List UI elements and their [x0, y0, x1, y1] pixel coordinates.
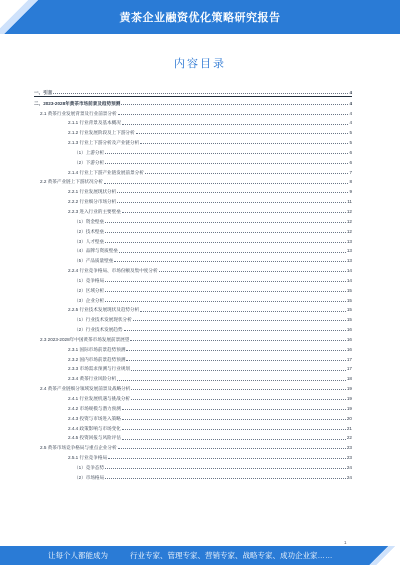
toc-entry[interactable]: [34, 274, 352, 284]
toc-entry[interactable]: [34, 117, 352, 127]
toc-entry-page: 14: [346, 268, 352, 274]
toc-entry[interactable]: [34, 392, 352, 402]
toc-entry-text: 2.3.4 黄茶行业风险分析: [68, 376, 117, 382]
toc-entry-text: （2）下游分析: [74, 159, 105, 165]
toc-entry-page: 6: [349, 159, 352, 165]
toc-heading: 内容目录: [174, 58, 226, 70]
toc-entry-page: 15: [346, 317, 352, 323]
toc-entry-text: （2）行业技术发展趋势: [74, 327, 123, 333]
toc-entry-page: 5: [349, 130, 352, 136]
toc-entry-page: 12: [346, 208, 352, 214]
toc-entry[interactable]: [34, 323, 352, 333]
toc-entry-page: 4: [349, 100, 352, 106]
toc-entry-page: 14: [346, 277, 352, 283]
toc-entry-page: 19: [346, 386, 352, 392]
toc-entry-text: 2.4.4 政策影响与市场变化: [68, 425, 121, 431]
toc-entry-text: （5）产品质量壁垒: [74, 258, 114, 264]
toc-entry-text: 2.2.3 进入行业的主要壁垒: [68, 208, 121, 214]
toc-entry[interactable]: [34, 235, 352, 245]
toc-leader: [117, 192, 348, 193]
toc-entry[interactable]: [34, 146, 352, 156]
toc-entry-page: 6: [349, 149, 352, 155]
toc-entry-text: （2）区域分析: [74, 287, 105, 293]
toc-entry-page: 9: [349, 189, 352, 195]
toc-leader: [118, 448, 346, 449]
toc-entry-page: 23: [346, 445, 352, 451]
report-title: 黄茶企业融资优化策略研究报告: [119, 12, 281, 24]
toc-leader: [105, 232, 346, 233]
toc-entry-text: 2.3.1 国际市场前景趋势预测: [68, 346, 126, 352]
toc-leader: [105, 291, 346, 292]
toc-entry-text: 2.2.2 行业细分市场分析: [68, 199, 117, 205]
toc-entry-page: 4: [349, 110, 352, 116]
toc-entry-page: 22: [346, 435, 352, 441]
toc-entry-text: （3）人才壁垒: [74, 238, 105, 244]
toc-leader: [122, 212, 346, 213]
toc-entry-page: 12: [346, 218, 352, 224]
toc-entry-page: 13: [346, 258, 352, 264]
toc-entry[interactable]: [34, 156, 352, 166]
toc-leader: [126, 360, 345, 361]
toc-entry-page: 13: [346, 248, 352, 254]
toc-entry-page: 15: [346, 297, 352, 303]
toc-leader: [114, 261, 346, 262]
toc-entry-text: 2.5.1 行业竞争格局: [68, 455, 108, 461]
toc-entry[interactable]: [34, 402, 352, 412]
toc-entry[interactable]: [34, 264, 352, 274]
toc-entry-text: 2.2.5 行业技术发展现状及趋势分析: [68, 307, 140, 313]
toc-leader: [145, 173, 349, 174]
toc-entry[interactable]: [34, 382, 352, 392]
toc-entry-text: （2）技术壁垒: [74, 228, 105, 234]
toc-entry[interactable]: [34, 97, 352, 107]
toc-entry[interactable]: [34, 166, 352, 176]
toc-entry[interactable]: [34, 441, 352, 451]
toc-leader: [105, 301, 346, 302]
toc-entry[interactable]: [34, 254, 352, 264]
toc-entry-page: 16: [346, 346, 352, 352]
toc-leader: [117, 202, 346, 203]
toc-entry-page: 18: [346, 376, 352, 382]
toc-entry[interactable]: [34, 451, 352, 461]
toc-leader: [126, 350, 345, 351]
toc-leader: [118, 114, 349, 115]
toc-entry[interactable]: [34, 363, 352, 373]
toc-entry[interactable]: [34, 343, 352, 353]
toc-entry-page: 17: [346, 366, 352, 372]
toc-entry[interactable]: [34, 176, 352, 186]
toc-leader: [105, 163, 348, 164]
toc-entry-text: 2.4.3 投资与市场进入策略: [68, 415, 121, 421]
page-number: 1: [344, 540, 347, 545]
toc-entry-text: 2.1.2 行业发展阶段及上下游分析: [68, 130, 135, 136]
toc-entry-page: 7: [349, 169, 352, 175]
toc-entry[interactable]: [34, 333, 352, 343]
toc-entry-text: （1）上游分析: [74, 149, 105, 155]
toc-entry-text: 2.4.1 行业发展机遇与挑战分析: [68, 396, 131, 401]
footer-decoration: [360, 546, 400, 565]
toc-leader: [119, 252, 346, 253]
toc-entry-page: 5: [349, 140, 352, 146]
toc-entry[interactable]: [34, 225, 352, 235]
toc-entry[interactable]: [34, 304, 352, 314]
footer-bar: [0, 546, 400, 565]
toc-entry-text: （1）资金壁垒: [74, 218, 105, 224]
toc-entry-text: 2.3.2 国内市场前景趋势预测: [68, 356, 126, 362]
toc-leader: [140, 143, 348, 144]
toc-entry-page: 17: [346, 356, 352, 362]
toc-entry-page: 8: [349, 179, 352, 185]
toc-entry-text: （2）市场格局: [74, 474, 105, 480]
toc-entry-text: 2.4 黄茶产业链细分领域发展前景及战略分析: [40, 386, 131, 392]
toc-leader: [122, 419, 346, 420]
toc-leader: [105, 281, 346, 282]
toc-entry-text: 2.3.3 市场需求预测与行业规划: [68, 366, 131, 372]
toc-leader: [131, 370, 346, 371]
toc-entry[interactable]: [34, 353, 352, 363]
toc-leader: [105, 222, 346, 223]
toc-entry[interactable]: [34, 136, 352, 146]
toc-entry[interactable]: [34, 372, 352, 382]
toc-entry[interactable]: [34, 185, 352, 195]
toc-entry-text: 2.4.2 市场规模与潜力预测: [68, 405, 121, 411]
toc-entry-page: 16: [346, 336, 352, 342]
toc-entry-page: 20: [346, 415, 352, 421]
toc-entry-page: 23: [346, 455, 352, 461]
toc-entry-text: 2.1.4 行业上下游产业链发展前景分析: [68, 169, 144, 175]
toc-entry[interactable]: [34, 284, 352, 294]
toc-entry[interactable]: [34, 205, 352, 215]
toc-leader: [136, 133, 349, 134]
toc-leader: [140, 311, 346, 312]
toc-entry-page: 24: [346, 464, 352, 470]
toc-entry-text: 2.2.1 行业发展现状分析: [68, 189, 117, 195]
toc-entry[interactable]: [34, 294, 352, 304]
footer-slogan: 让每个人都能成为: [48, 551, 108, 560]
toc-entry-page: 16: [346, 327, 352, 333]
toc-entry-text: （1）竞争态势: [74, 464, 105, 470]
toc-entry-page: 15: [346, 287, 352, 293]
toc-entry-text: 一、引言: [34, 89, 53, 95]
toc-leader: [105, 242, 346, 243]
toc-entry-text: 2.4.5 投资回报与风险评估: [68, 435, 121, 441]
toc-leader: [159, 271, 346, 272]
toc-entry[interactable]: [34, 422, 352, 432]
toc-leader: [117, 380, 346, 381]
footer-roles: 行业专家、管理专家、营销专家、战略专家、成功企业家……: [130, 551, 333, 560]
toc-leader: [130, 340, 346, 341]
toc-entry[interactable]: [34, 86, 352, 97]
toc-leader: [122, 124, 349, 125]
toc-leader: [122, 429, 346, 430]
toc-entry-text: 二、2023-2028年黄茶市场前景及趋势预测: [34, 100, 121, 106]
toc-entry-page: 21: [346, 425, 352, 431]
toc-entry-text: 2.5 黄茶市场竞争格局与重点企业分析: [40, 445, 117, 451]
toc-leader: [133, 320, 346, 321]
toc-entry[interactable]: [34, 245, 352, 255]
header-bar: [0, 0, 400, 34]
toc-entry-text: 2.2 黄茶产业链上下游状况分析: [40, 179, 103, 185]
toc-entry-page: 19: [346, 396, 352, 401]
toc-entry-text: （1）竞争格局: [74, 277, 105, 283]
toc-entry[interactable]: [34, 215, 352, 225]
toc-leader: [53, 93, 348, 94]
toc-entry-page: 4: [349, 89, 352, 95]
toc-entry-page: 11: [347, 199, 352, 205]
toc-entry[interactable]: [34, 313, 352, 323]
toc-entry[interactable]: [34, 195, 352, 205]
toc-entry-text: （3）企业分析: [74, 297, 105, 303]
toc-leader: [124, 330, 346, 331]
toc-entry-page: 13: [346, 238, 352, 244]
table-of-contents: [34, 86, 352, 481]
toc-entry[interactable]: [34, 107, 352, 117]
toc-entry-text: （1）行业技术发展现状分析: [74, 317, 132, 323]
toc-leader: [105, 153, 348, 154]
toc-entry[interactable]: [34, 412, 352, 422]
toc-leader: [105, 478, 346, 479]
toc-leader: [108, 458, 346, 459]
toc-leader: [121, 104, 348, 105]
toc-leader: [104, 183, 349, 184]
toc-entry[interactable]: [34, 126, 352, 136]
toc-entry-page: 4: [349, 120, 352, 126]
toc-entry-text: 2.1.1 行业背景及基本概况: [68, 120, 121, 126]
toc-entry-text: （4）品牌与资质壁垒: [74, 248, 118, 254]
toc-entry-page: 24: [346, 474, 352, 480]
toc-leader: [131, 399, 346, 400]
toc-entry-page: 12: [346, 228, 352, 234]
toc-leader: [131, 389, 346, 390]
toc-entry-text: 2.1 黄茶行业发展背景及行业前景分析: [40, 110, 117, 116]
toc-entry[interactable]: [34, 471, 352, 481]
toc-entry-text: 2.3 2023-2028年中国黄茶市场发展前景展望: [40, 336, 130, 342]
toc-entry-text: 2.1.3 行业上下游分析及产业链分析: [68, 140, 140, 146]
toc-entry[interactable]: [34, 461, 352, 471]
toc-entry[interactable]: [34, 432, 352, 442]
toc-leader: [105, 468, 346, 469]
toc-leader: [122, 439, 346, 440]
toc-entry-page: 15: [346, 307, 352, 313]
toc-leader: [122, 409, 346, 410]
toc-entry-page: 19: [346, 405, 352, 411]
toc-entry-text: 2.2.4 行业竞争格局、市场份额及集中度分析: [68, 268, 158, 274]
